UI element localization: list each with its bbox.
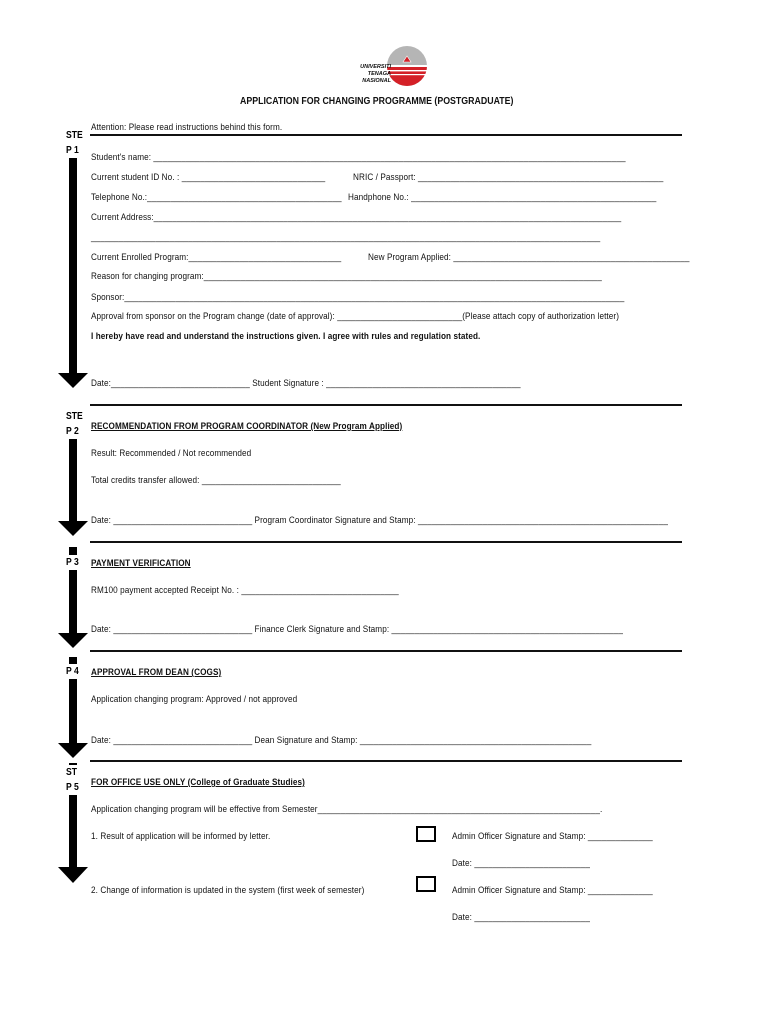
section-divider-3 — [90, 541, 682, 543]
step4-label — [66, 664, 79, 679]
effective-semester-field[interactable]: Application changing program will be effective from Semester_____________________________________________________________. — [91, 804, 603, 815]
telephone-field[interactable]: Telephone No.:__________________________________________ — [91, 192, 342, 203]
form-title: APPLICATION FOR CHANGING PROGRAMME (POSTGRADUATE) — [240, 96, 514, 107]
office-item-2: 2. Change of information is updated in the system (first week of semester) — [91, 885, 365, 896]
section3-heading: PAYMENT VERIFICATION — [91, 558, 191, 569]
logo-text-line2: TENAGA — [367, 71, 391, 77]
office-item-1: 1. Result of application will be informed by letter. — [91, 831, 271, 842]
step2-label — [66, 409, 83, 439]
step3-label-line2: P 3 — [66, 556, 79, 568]
section2-heading: RECOMMENDATION FROM PROGRAM COORDINATOR (New Program Applied) — [91, 421, 403, 432]
admin-signature-2-field[interactable]: Admin Officer Signature and Stamp: ______________ — [452, 885, 653, 896]
reason-field[interactable]: Reason for changing program:______________________________________________________________________________________ — [91, 271, 602, 282]
nric-passport-field[interactable]: NRIC / Passport: _____________________________________________________ — [353, 172, 664, 183]
students-name-field[interactable]: Student's name: ______________________________________________________________________________________________________ — [91, 152, 626, 163]
step5-label — [66, 765, 79, 795]
student-date-signature-field[interactable]: Date:______________________________ Student Signature : __________________________________________ — [91, 378, 521, 389]
logo-circle-bottom — [387, 66, 427, 86]
step4-label-line2: P 4 — [66, 665, 79, 677]
total-credits-field[interactable]: Total credits transfer allowed: ______________________________ — [91, 475, 341, 486]
dean-date-signature-field[interactable]: Date: ______________________________ Dean Signature and Stamp: __________________________________________________ — [91, 735, 592, 746]
step2-label-line1: STE — [66, 410, 83, 422]
receipt-number-field[interactable]: RM100 payment accepted Receipt No. : __________________________________ — [91, 585, 399, 596]
current-student-id-field[interactable]: Current student ID No. : _______________________________ — [91, 172, 326, 183]
office-item-2-checkbox[interactable] — [416, 876, 436, 892]
section-divider-4 — [90, 650, 682, 652]
coordinator-date-signature-field[interactable]: Date: ______________________________ Program Coordinator Signature and Stamp: ______________________________________________________ — [91, 515, 668, 526]
current-address-field-cont[interactable]: ______________________________________________________________________________________________________________ — [91, 232, 601, 243]
office-item-1-checkbox[interactable] — [416, 826, 436, 842]
sponsor-field[interactable]: Sponsor:____________________________________________________________________________________________________________ — [91, 292, 625, 303]
attention-note: Attention: Please read instructions behind this form. — [91, 122, 283, 133]
declaration-text: I hereby have read and understand the instructions given. I agree with rules and regulation stated. — [91, 331, 481, 342]
sponsor-approval-field[interactable]: Approval from sponsor on the Program change (date of approval): ___________________________(Please attach copy of authorization letter) — [91, 311, 620, 322]
step1-label — [66, 128, 83, 158]
step5-label-line1: ST — [66, 766, 78, 778]
admin-signature-1-field[interactable]: Admin Officer Signature and Stamp: ______________ — [452, 831, 653, 842]
section5-heading: FOR OFFICE USE ONLY (College of Graduate Studies) — [91, 777, 305, 788]
section-divider-2 — [90, 404, 682, 406]
admin-date-1-field[interactable]: Date: _________________________ — [452, 858, 591, 869]
current-enrolled-program-field[interactable]: Current Enrolled Program:_________________________________ — [91, 252, 342, 263]
step1-label-line2: P 1 — [66, 144, 79, 156]
logo-text-line1: UNIVERSITI — [360, 64, 391, 70]
step2-label-line2: P 2 — [66, 425, 79, 437]
new-program-applied-field[interactable]: New Program Applied: ___________________________________________________ — [368, 252, 690, 263]
finance-date-signature-field[interactable]: Date: ______________________________ Finance Clerk Signature and Stamp: __________________________________________________ — [91, 624, 624, 635]
step5-label-line2: P 5 — [66, 781, 79, 793]
dean-approval-result[interactable]: Application changing program: Approved / not approved — [91, 694, 298, 705]
step1-label-line1: STE — [66, 129, 83, 141]
admin-date-2-field[interactable]: Date: _________________________ — [452, 912, 591, 923]
section4-heading: APPROVAL FROM DEAN (COGS) — [91, 667, 222, 678]
current-address-field[interactable]: Current Address:_____________________________________________________________________________________________________ — [91, 212, 622, 223]
step1-arrow-icon — [58, 131, 90, 389]
logo-text — [341, 64, 391, 85]
section-divider-1 — [90, 134, 682, 136]
step3-label — [66, 555, 79, 570]
logo-text-line3: NASIONAL — [362, 78, 391, 84]
recommendation-result[interactable]: Result: Recommended / Not recommended — [91, 448, 252, 459]
handphone-field[interactable]: Handphone No.: _____________________________________________________ — [348, 192, 657, 203]
section-divider-5 — [90, 760, 682, 762]
